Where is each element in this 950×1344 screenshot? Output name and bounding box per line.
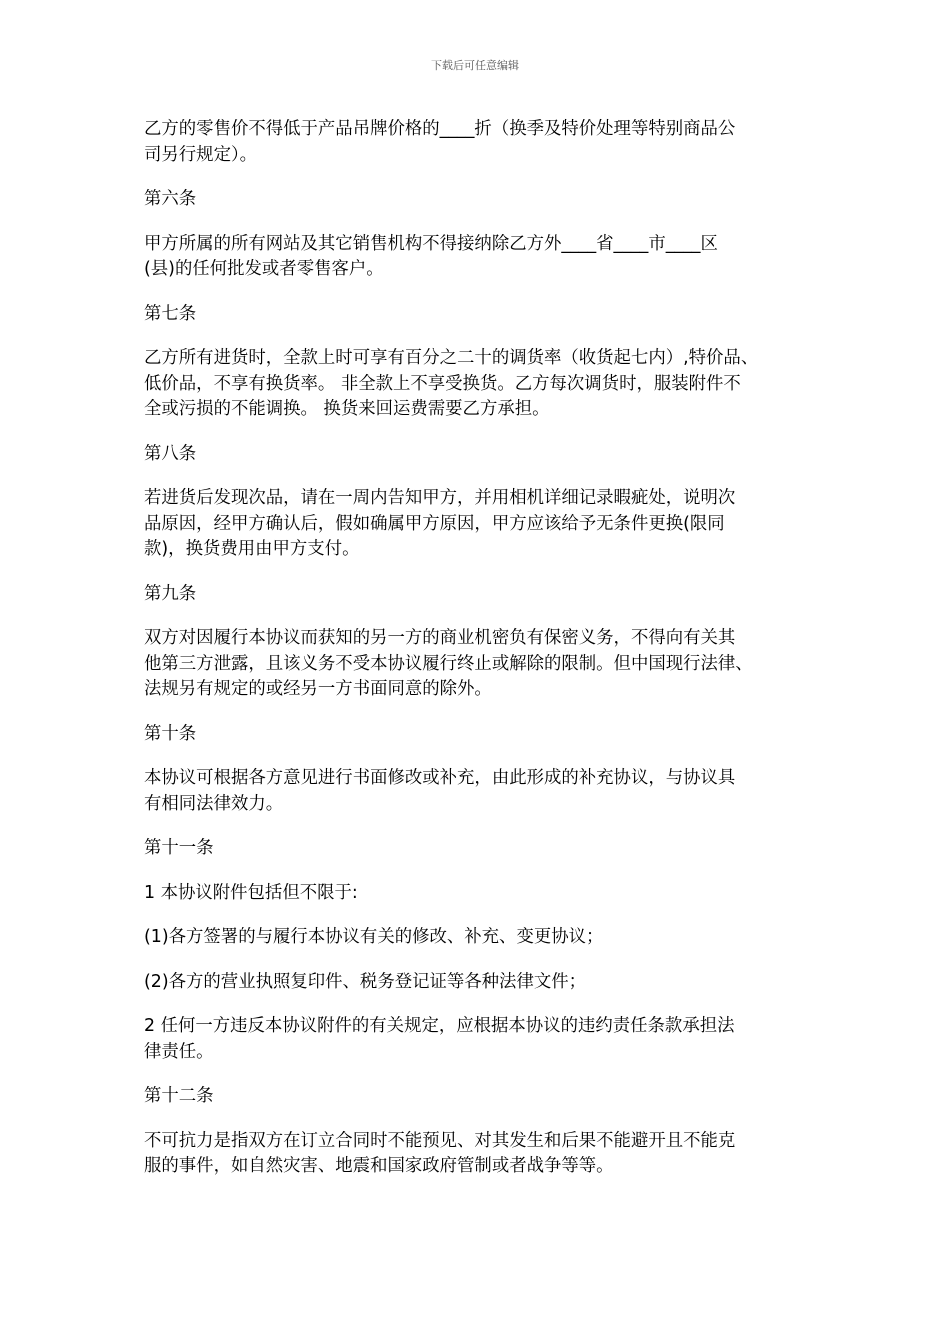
document-body (144, 117, 806, 1199)
section-heading: 第八条 (144, 443, 197, 464)
clause-8-paragraph (144, 486, 806, 563)
clause-12-paragraph (144, 1129, 806, 1180)
text-line: 品原因，经甲方确认后，假如确属甲方原因，甲方应该给予无条件更换(限同 (144, 513, 725, 534)
text-line: 本协议可根据各方意见进行书面修改或补充，由此形成的补充协议，与协议具 (144, 768, 736, 788)
clause-11-item-1 (144, 881, 806, 907)
section-heading: 第十条 (144, 723, 197, 744)
clause-10-paragraph (144, 766, 806, 817)
section-heading: 第九条 (144, 583, 197, 604)
text-line: 双方对因履行本协议而获知的另一方的商业机密负有保密义务，不得向有关其 (144, 628, 736, 648)
text-line: 2 任何一方违反本协议附件的有关规定，应根据本协议的违约责任条款承担法 (144, 1016, 735, 1036)
text-line: 若进货后发现次品，请在一周内告知甲方，并用相机详细记录暇疵处，说明次 (144, 488, 736, 508)
clause-10-heading (144, 722, 806, 748)
clause-5-continuation-paragraph (144, 117, 806, 168)
text-line: 乙方所有进货时，全款上时可享有百分之二十的调货率（收货起七内）,特价品、 (144, 348, 759, 368)
clause-6-paragraph (144, 232, 806, 283)
clause-6-heading (144, 187, 806, 213)
clause-7-heading (144, 302, 806, 328)
section-heading: 第十二条 (144, 1086, 214, 1106)
section-heading: 第七条 (144, 303, 197, 324)
text-line: 有相同法律效力。 (144, 793, 284, 814)
text-line: 低价品，不享有换货率。 非全款上不享受换货。乙方每次调货时，服装附件不 (144, 373, 741, 394)
text-line: (2)各方的营业执照复印件、税务登记证等各种法律文件； (144, 971, 587, 992)
clause-12-heading (144, 1084, 806, 1110)
text-line: 不可抗力是指双方在订立合同时不能预见、对其发生和后果不能避开且不能克 (144, 1130, 736, 1151)
text-line: 甲方所属的所有网站及其它销售机构不得接纳除乙方外____省____市____区 (144, 233, 718, 254)
clause-7-paragraph (144, 346, 806, 423)
text-line: 乙方的零售价不得低于产品吊牌价格的____折（换季及特价处理等特别商品公 (144, 119, 736, 139)
text-line: 法规另有规定的或经另一方书面同意的除外。 (144, 679, 492, 699)
clause-8-heading (144, 442, 806, 468)
section-heading: 第六条 (144, 189, 197, 209)
clause-9-heading (144, 582, 806, 608)
text-line: 律责任。 (144, 1041, 214, 1062)
text-line: (县)的任何批发或者零售客户。 (144, 259, 384, 279)
text-line: 全或污损的不能调换。 换货来回运费需要乙方承担。 (144, 399, 550, 419)
clause-11-item-2 (144, 1014, 806, 1065)
text-line: 他第三方泄露，且该义务不受本协议履行终止或解除的限制。但中国现行法律、 (144, 653, 753, 674)
clause-11-heading (144, 836, 806, 862)
page-header-note: 下载后可任意编辑 (431, 59, 519, 72)
text-line: (1)各方签署的与履行本协议有关的修改、补充、变更协议； (144, 927, 604, 947)
text-line: 服的事件，如自然灾害、地震和国家政府管制或者战争等等。 (144, 1156, 614, 1176)
text-line: 1 本协议附件包括但不限于: (144, 882, 358, 903)
clause-11-item-1-sub-1 (144, 925, 806, 951)
clause-9-paragraph (144, 626, 806, 703)
section-heading: 第十一条 (144, 838, 214, 858)
text-line: 款)，换货费用由甲方支付。 (144, 539, 360, 559)
text-line: 司另行规定）。 (144, 144, 258, 165)
clause-11-item-1-sub-2 (144, 970, 806, 996)
